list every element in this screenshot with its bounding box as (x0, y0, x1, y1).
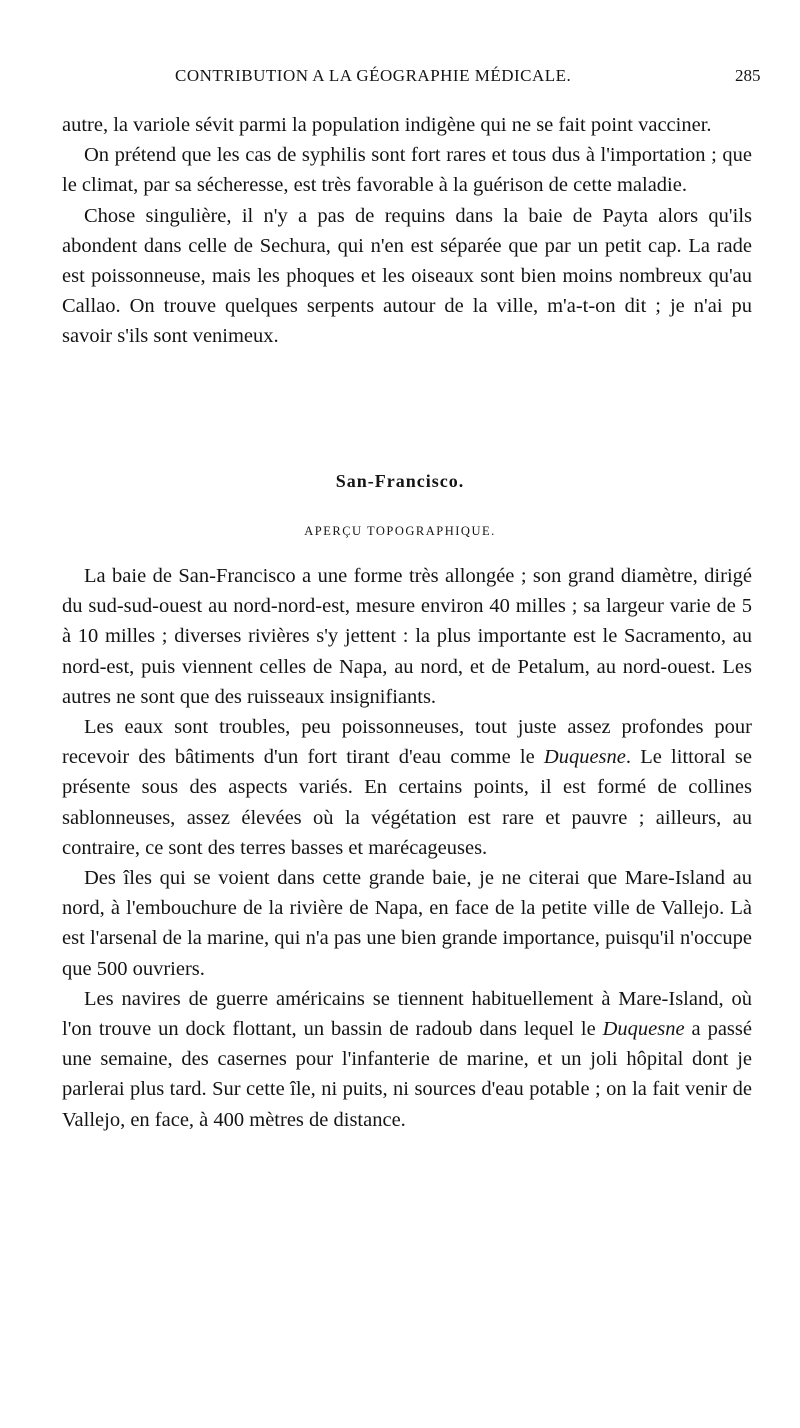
section-title: San-Francisco. (335, 471, 465, 491)
ship-name-duquesne: Duquesne (543, 746, 626, 769)
paragraph-eaux-part-1: Les eaux sont troubles, peu poissonneuses, tout juste assez profondes pour recevoir des bâtiments d'un fort tirant d'eau comme le (62, 716, 752, 769)
paragraph-eaux-part-2: . Le littoral se présente sous des aspects variés. En certains points, il est formé de collines sablonneuses, assez élevées où la végétation est rare et pauvre ; ailleurs, au contraire, ce sont des terres basses et marécageuses. (62, 746, 752, 859)
ship-name-duquesne-2: Duquesne (602, 1018, 685, 1041)
paragraph-requins: Chose singulière, il n'y a pas de requins dans la baie de Payta alors qu'ils abondent dans celle de Sechura, qui n'en est séparée que par un petit cap. La rade est poissonneuse, mais les phoques et les oiseaux sont bien moins nombreux qu'au Callao. On trouve quelques serpents autour de la ville, m'a-t-on dit ; je n'ai pu savoir s'ils sont venimeux. (62, 204, 752, 348)
top-text-block (62, 110, 752, 352)
bottom-text-block (62, 561, 752, 1135)
section-subtitle: APERÇU TOPOGRAPHIQUE. (304, 524, 496, 538)
paragraph-syphilis: On prétend que les cas de syphilis sont fort rares et tous dus à l'importation ; que le climat, par sa sécheresse, est très favorable à la guérison de cette maladie. (62, 144, 752, 197)
page-number: 285 (735, 66, 761, 85)
paragraph-baie: La baie de San-Francisco a une forme très allongée ; son grand diamètre, dirigé du sud-sud-ouest au nord-nord-est, mesure environ 40 milles ; sa largeur varie de 5 à 10 milles ; diverses rivières s'y jettent : la plus importante est le Sacramento, au nord-est, puis viennent celles de Napa, au nord, et de Petalum, au nord-ouest. Les autres ne sont que des ruisseaux insignifiants. (62, 565, 752, 708)
paragraph-navires-part-2: a passé une semaine, des casernes pour l'infanterie de marine, et un joli hôpital dont je parlerai plus tard. Sur cette île, ni puits, ni sources d'eau potable ; on la fait venir de Vallejo, en face, à 400 mètres de distance. (62, 1018, 752, 1131)
paragraph-eaux (62, 712, 752, 863)
paragraph-iles: Des îles qui se voient dans cette grande baie, je ne citerai que Mare-Island au nord, à l'embouchure de la rivière de Napa, en face de la petite ville de Vallejo. Là est l'arsenal de la marine, qui n'a pas une bien grande importance, puisqu'il n'occupe que 500 ouvriers. (62, 867, 752, 980)
paragraph-navires-part-1: Les navires de guerre américains se tiennent habituellement à Mare-Island, où l'on trouve un dock flottant, un bassin de radoub dans lequel le (62, 987, 752, 1041)
paragraph-variole: autre, la variole sévit parmi la population indigène qui ne se fait point vacciner. (62, 114, 712, 136)
paragraph-navires (62, 984, 752, 1135)
running-title: CONTRIBUTION A LA GÉOGRAPHIE MÉDICALE. (175, 66, 572, 85)
